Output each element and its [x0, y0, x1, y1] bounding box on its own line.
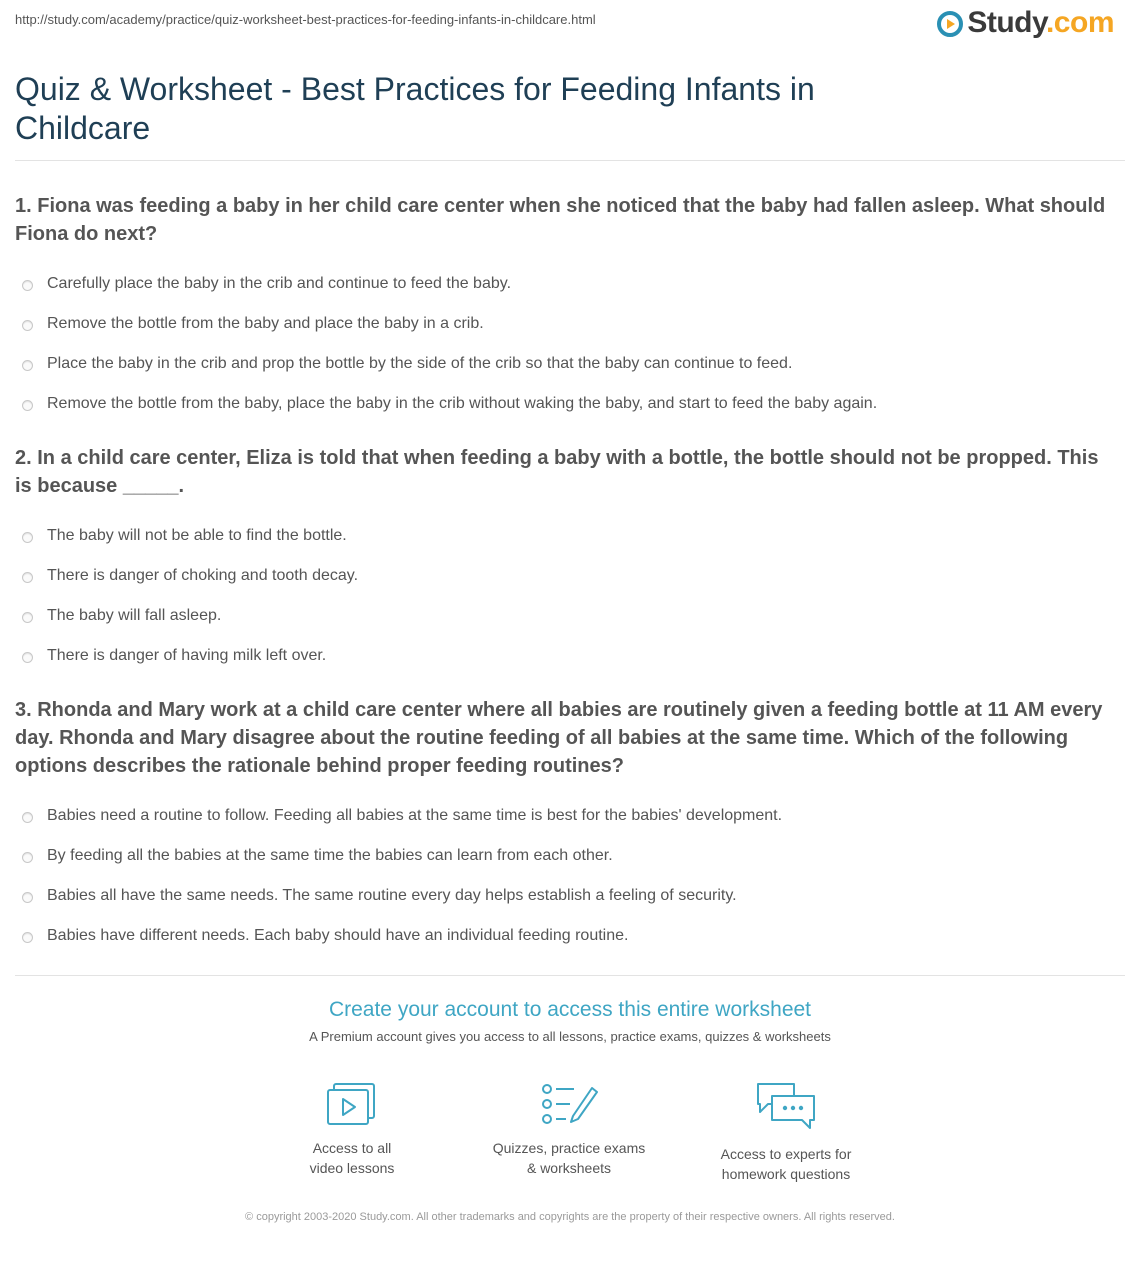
- answer-option[interactable]: [22, 556, 1112, 596]
- question-2: 2. In a child care center, Eliza is told that when feeding a baby with a bottle, the bottle should not be propped. This is because _____.: [15, 447, 1099, 497]
- radio-button[interactable]: [22, 812, 33, 823]
- feature-quizzes: [469, 1082, 669, 1178]
- copyright-notice: © copyright 2003-2020 Study.com. All other trademarks and copyrights are the property of their respective owners. All rights reserved.: [245, 1211, 895, 1223]
- radio-button[interactable]: [22, 852, 33, 863]
- answer-list-2: [22, 516, 1112, 676]
- answer-text: Babies have different needs. Each baby should have an individual feeding routine.: [47, 927, 629, 944]
- title-divider: [15, 160, 1125, 161]
- radio-button[interactable]: [22, 360, 33, 371]
- answer-text: Babies all have the same needs. The same routine every day helps establish a feeling of security.: [47, 887, 737, 904]
- chat-bubbles-icon: [754, 1082, 818, 1132]
- answer-text: The baby will fall asleep.: [47, 607, 222, 624]
- radio-button[interactable]: [22, 652, 33, 663]
- video-lessons-icon: [326, 1082, 378, 1126]
- answer-option[interactable]: [22, 596, 1112, 636]
- answer-option[interactable]: [22, 384, 1112, 424]
- play-circle-icon: [937, 11, 963, 37]
- feature-video-lessons: [252, 1082, 452, 1178]
- question-1: 1. Fiona was feeding a baby in her child care center when she noticed that the baby had fallen asleep. What should Fiona do next?: [15, 195, 1106, 245]
- radio-button[interactable]: [22, 572, 33, 583]
- answer-option[interactable]: [22, 344, 1112, 384]
- answer-option[interactable]: [22, 304, 1112, 344]
- cta-title[interactable]: Create your account to access this entire worksheet: [328, 998, 812, 1021]
- page-url: http://study.com/academy/practice/quiz-worksheet-best-practices-for-feeding-infants-in-childcare.html: [15, 12, 596, 27]
- answer-option[interactable]: [22, 876, 1112, 916]
- answer-option[interactable]: [22, 636, 1112, 676]
- answer-text: There is danger of having milk left over.: [47, 647, 327, 664]
- radio-button[interactable]: [22, 400, 33, 411]
- question-3: 3. Rhonda and Mary work at a child care center where all babies are routinely given a feeding bottle at 11 AM every day. Rhonda and Mary disagree about the routine feeding of all babies at the same time. Which of the following options describes the rationale behind proper feeding routines?: [15, 699, 1103, 777]
- page-title: Quiz & Worksheet - Best Practices for Feeding Infants in Childcare: [15, 71, 815, 146]
- radio-button[interactable]: [22, 932, 33, 943]
- answer-text: Remove the bottle from the baby and place the baby in a crib.: [47, 315, 484, 332]
- answer-text: Place the baby in the crib and prop the bottle by the side of the crib so that the baby can continue to feed.: [47, 355, 793, 372]
- logo-name: Study: [967, 6, 1046, 39]
- answer-option[interactable]: [22, 916, 1112, 956]
- radio-button[interactable]: [22, 320, 33, 331]
- answer-option[interactable]: [22, 836, 1112, 876]
- radio-button[interactable]: [22, 892, 33, 903]
- answer-text: Remove the bottle from the baby, place the baby in the crib without waking the baby, and start to feed the baby again.: [47, 395, 878, 412]
- logo-domain: .com: [1045, 6, 1114, 39]
- feature-label: Quizzes, practice exams & worksheets: [492, 1140, 646, 1176]
- answer-list-1: [22, 264, 1112, 424]
- answer-text: By feeding all the babies at the same time the babies can learn from each other.: [47, 847, 613, 864]
- answer-option[interactable]: [22, 516, 1112, 556]
- radio-button[interactable]: [22, 612, 33, 623]
- cta-subtitle: A Premium account gives you access to all lessons, practice exams, quizzes & worksheets: [309, 1029, 831, 1044]
- answer-list-3: [22, 796, 1112, 956]
- radio-button[interactable]: [22, 280, 33, 291]
- feature-experts: [686, 1082, 886, 1184]
- study-logo[interactable]: [937, 6, 1114, 40]
- logo-text: [967, 6, 1114, 40]
- answer-text: Carefully place the baby in the crib and continue to feed the baby.: [47, 275, 512, 292]
- answer-option[interactable]: [22, 264, 1112, 304]
- answer-option[interactable]: [22, 796, 1112, 836]
- answer-text: Babies need a routine to follow. Feeding all babies at the same time is best for the babies' development.: [47, 807, 783, 824]
- answer-text: The baby will not be able to find the bottle.: [47, 527, 347, 544]
- cta-divider: [15, 975, 1125, 976]
- feature-label: Access to experts for homework questions: [720, 1146, 852, 1182]
- answer-text: There is danger of choking and tooth decay.: [47, 567, 359, 584]
- quiz-checklist-icon: [540, 1082, 598, 1126]
- feature-label: Access to all video lessons: [309, 1140, 395, 1176]
- radio-button[interactable]: [22, 532, 33, 543]
